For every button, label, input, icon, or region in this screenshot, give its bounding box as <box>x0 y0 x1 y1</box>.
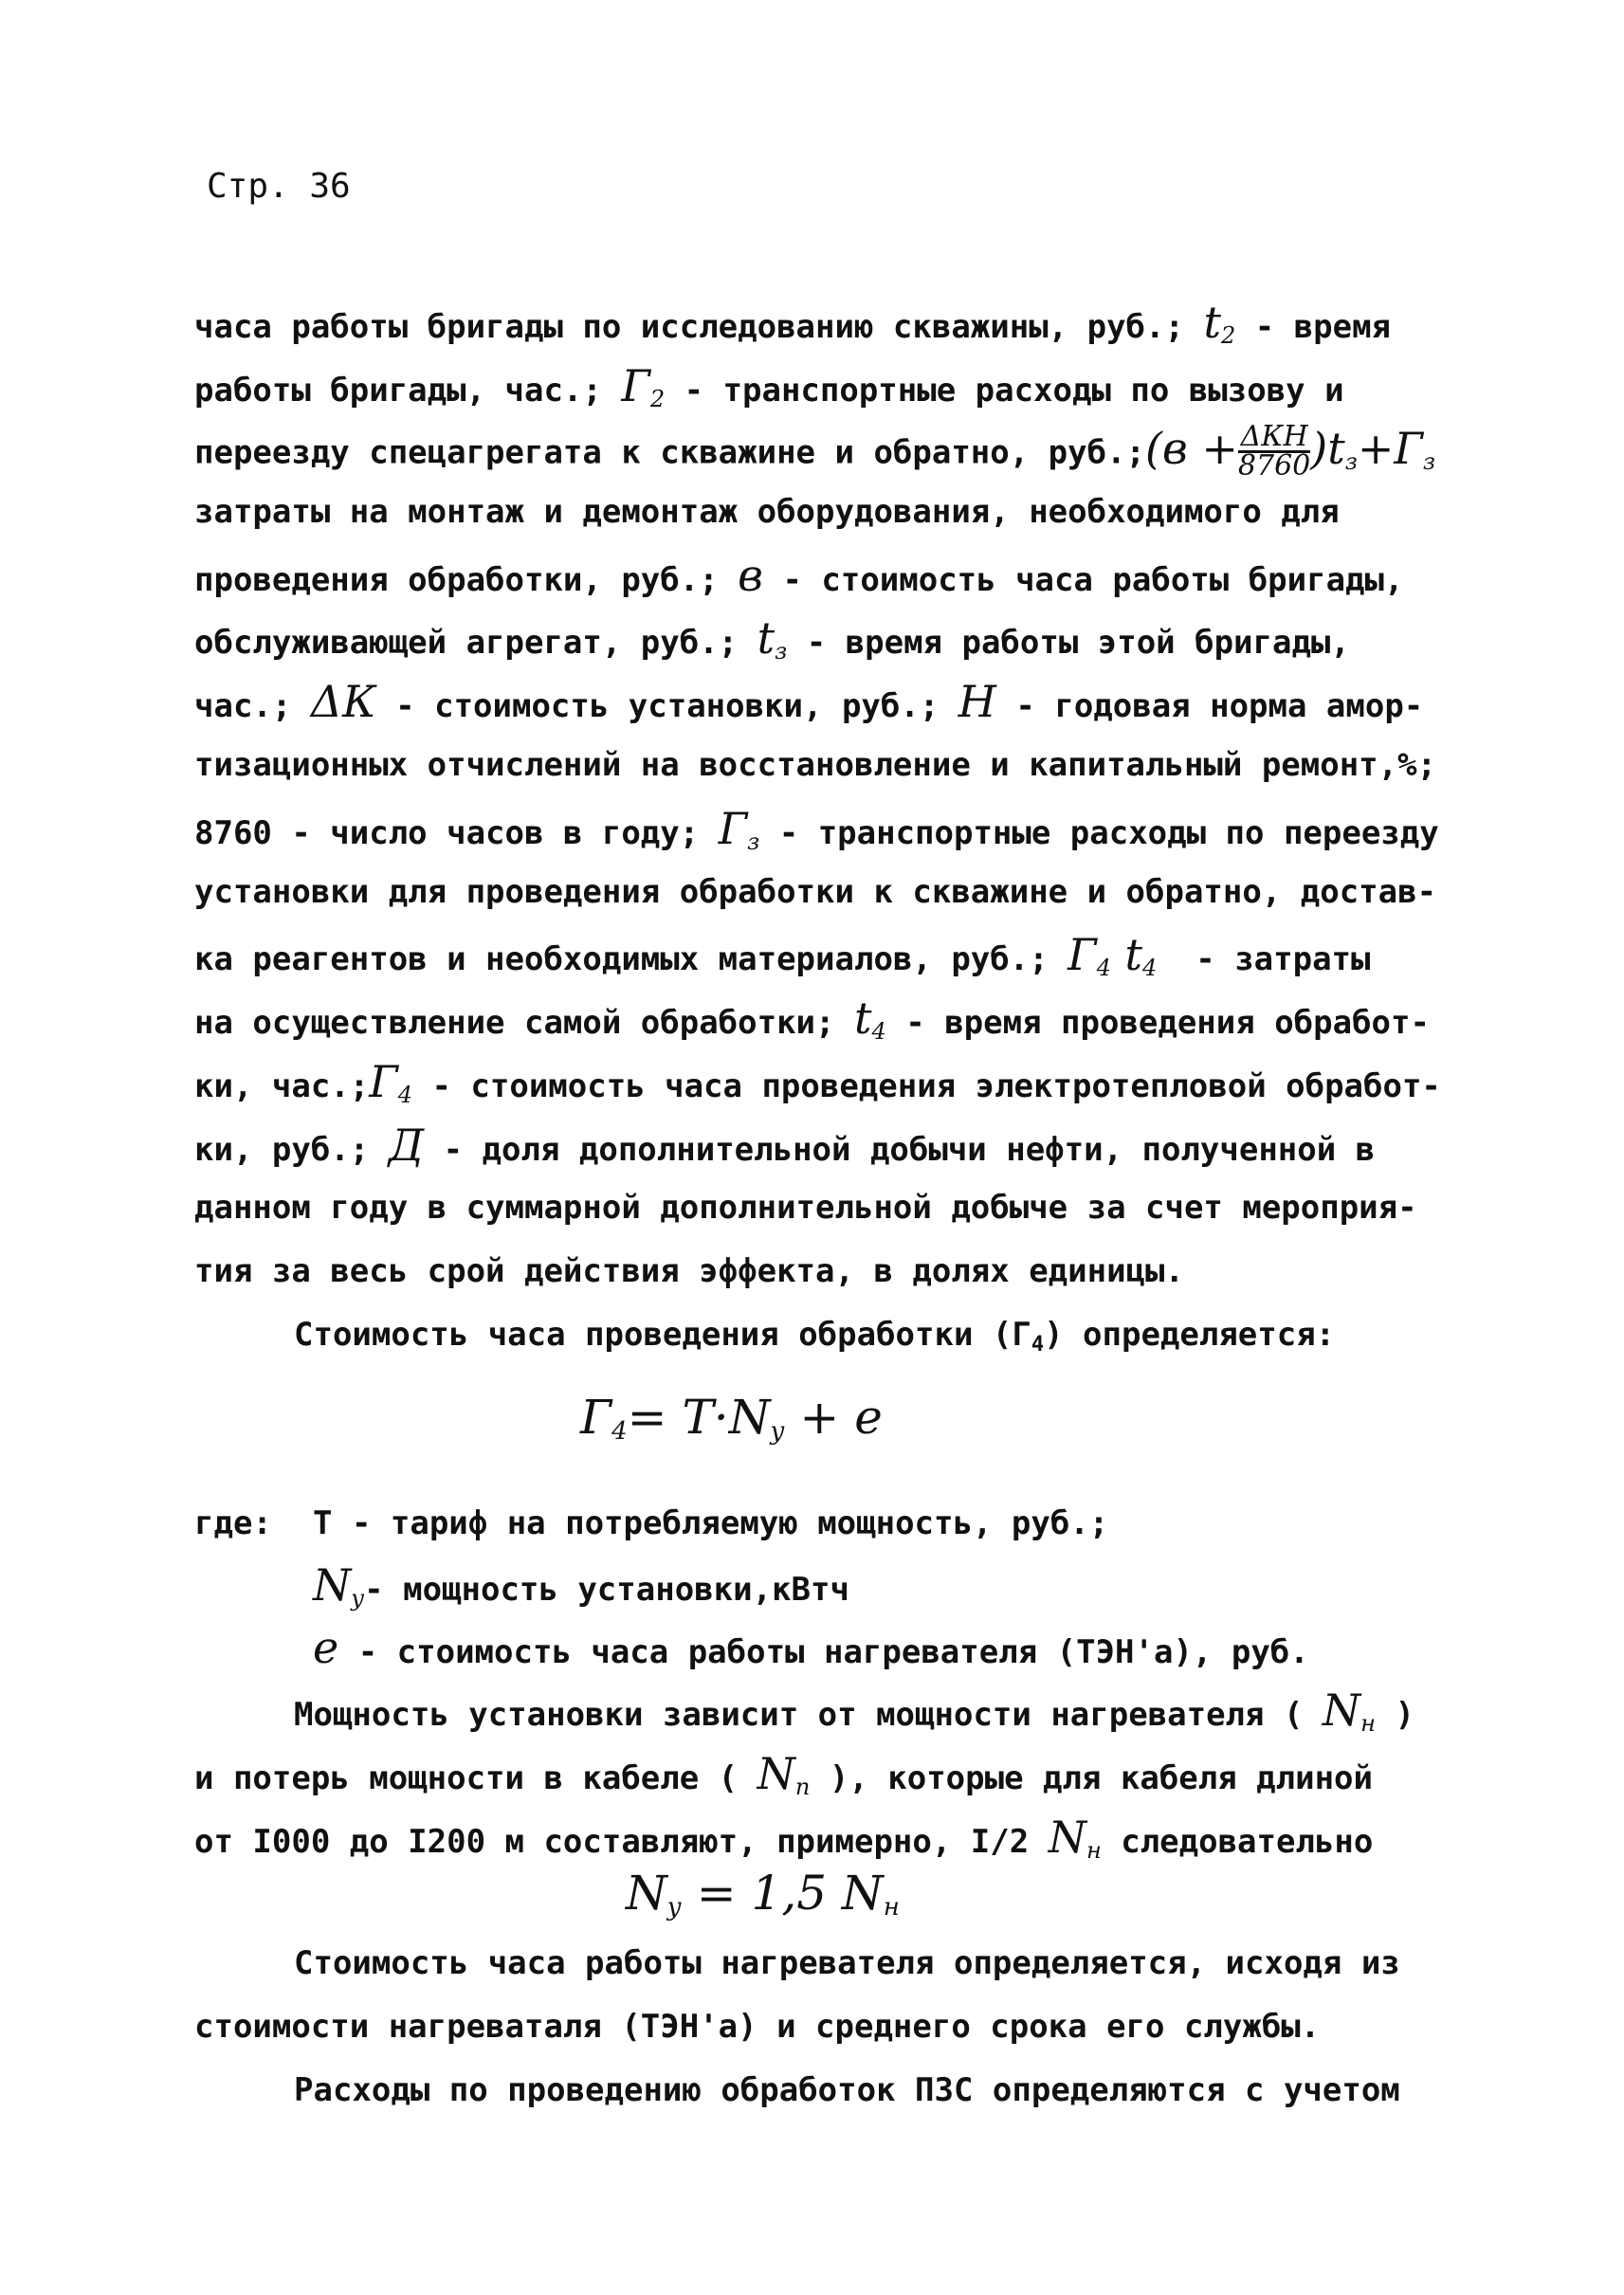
text-fragment: - стоимость часа проведения электротепловой обработ- <box>431 1067 1441 1105</box>
symbol-ny: $N_у$ <box>313 1559 365 1612</box>
cost-expression: (в + $\frac{\text{ΔКН}}{8760}$ )$t_з+Г_з$ <box>1145 420 1435 483</box>
text-fragment: обслуживающей агрегат, руб.; <box>194 624 739 662</box>
text-line <box>194 993 1455 1052</box>
text-fragment: - транспортные расходы по вызову и <box>684 372 1344 410</box>
text-fragment: час.; <box>194 687 292 725</box>
text-fragment: - годовая норма амор- <box>1015 687 1424 725</box>
text-line <box>194 420 1455 483</box>
symbol-nh: $N_н$ <box>1048 1812 1102 1864</box>
text-fragment: - мощность установки,кВтч <box>364 1571 849 1609</box>
symbol-t3: $t_з$ <box>757 612 788 665</box>
text-line <box>194 612 1455 672</box>
text-fragment: ки, час.; <box>194 1067 370 1105</box>
text-line: Расходы по проведению обработок ПЗС определяются с учетом <box>294 2071 1400 2109</box>
text-fragment: Мощность установки зависит от мощности нагревателя ( <box>294 1696 1304 1734</box>
definition-t: Т - тариф на потребляемую мощность, руб.; <box>313 1504 1109 1542</box>
page-number: Стр. 36 <box>207 167 351 206</box>
text-fragment: - затраты <box>1195 940 1371 978</box>
text-fragment: - доля дополнительной добычи нефти, полученной в <box>443 1131 1376 1169</box>
text-fragment: - время <box>1254 308 1392 346</box>
text-line <box>194 803 1455 863</box>
text-line <box>194 1120 1455 1171</box>
text-fragment: Стоимость часа проведения обработки (Г <box>294 1316 1031 1354</box>
symbol-r2: $Г_2$ <box>621 360 666 412</box>
text-fragment: - стоимость установки, руб.; <box>395 687 940 725</box>
text-line <box>194 550 1455 601</box>
symbol-r4: $Г_4$ <box>369 1056 412 1108</box>
symbol-v: в <box>738 550 763 601</box>
text-fragment: - время работы этой бригады, <box>806 624 1350 662</box>
text-fragment: - стоимость часа работы бригады, <box>782 561 1404 599</box>
text-fragment: следовательно <box>1121 1823 1374 1861</box>
symbol-delta-k: ΔК <box>310 676 376 727</box>
text-line <box>294 1314 1555 1366</box>
symbol-np: $N_п$ <box>757 1748 811 1800</box>
text-line <box>194 676 1455 727</box>
definition-ny <box>313 1559 849 1619</box>
formula-hourly-cost: $Г_4= Т\cdot N_у + е$ <box>580 1390 883 1446</box>
symbol-h: Н <box>958 676 996 727</box>
symbol-d: Д <box>388 1120 425 1171</box>
text-line: данном году в суммарной дополнительной добыче за счет мероприя- <box>194 1189 1417 1227</box>
text-fragment: 8760 - число часов в году; <box>194 814 700 852</box>
text-fragment: - стоимость часа работы нагревателя (ТЭН'а), руб. <box>357 1633 1309 1671</box>
text-line: установки для проведения обработки к скважине и обратно, достав- <box>194 873 1437 911</box>
text-fragment: работы бригады, час.; <box>194 372 602 410</box>
text-line: стоимости нагреваталя (ТЭН'а) и среднего срока его службы. <box>194 2008 1321 2046</box>
text-fragment: ки, руб.; <box>194 1131 370 1169</box>
symbol-t2: $t_2$ <box>1203 297 1236 349</box>
symbol-e: е <box>313 1622 339 1673</box>
text-line <box>194 360 1455 420</box>
text-fragment: переезду спецагрегата к скважине и обратно, руб.; <box>194 433 1146 472</box>
symbol-nh: $N_н$ <box>1322 1685 1376 1737</box>
text-fragment: и потерь мощности в кабеле ( <box>194 1759 739 1797</box>
where-label: где: <box>194 1504 272 1542</box>
text-fragment: - время проведения обработ- <box>905 1004 1430 1042</box>
text-line <box>194 1812 1455 1871</box>
text-line: Стоимость часа работы нагревателя определяется, исходя из <box>294 1944 1400 1982</box>
text-fragment: на осуществление самой обработки; <box>194 1004 835 1042</box>
text-fragment: часа работы бригады по исследованию скважины, руб.; <box>194 308 1184 346</box>
subscript: 4 <box>1031 1333 1045 1357</box>
text-line <box>194 1748 1455 1808</box>
symbol-r4-t4: $Г_4$ $t_4$ <box>1067 929 1158 981</box>
text-line: тия за весь срой действия эффекта, в долях единицы. <box>194 1252 1184 1290</box>
fraction: $\frac{\text{ΔКН}}{8760}$ <box>1237 420 1311 483</box>
text-line: тизационных отчислений на восстановление и капитальный ремонт,%; <box>194 746 1437 784</box>
text-fragment: от I000 до I200 м составляют, примерно, I/2 <box>194 1823 1030 1861</box>
text-fragment: - транспортные расходы по переезду <box>778 814 1439 852</box>
text-fragment: ), которые для кабеля длиной <box>829 1759 1373 1797</box>
symbol-t4: $t_4$ <box>854 993 886 1045</box>
text-fragment: ) определяется: <box>1044 1316 1336 1354</box>
text-fragment: ) <box>1395 1696 1414 1734</box>
text-line: затраты на монтаж и демонтаж оборудования, необходимого для <box>194 493 1340 531</box>
text-line <box>194 929 1455 989</box>
text-line <box>194 297 1455 356</box>
text-fragment: ка реагентов и необходимых материалов, руб.; <box>194 940 1049 978</box>
text-line <box>294 1685 1555 1744</box>
text-line <box>194 1056 1455 1116</box>
text-fragment: проведения обработки, руб.; <box>194 561 719 599</box>
symbol-r3: $Г_з$ <box>718 803 760 855</box>
formula-installation-power: $N_у = 1,5$ $N_н$ <box>626 1866 900 1922</box>
definition-e <box>313 1622 1309 1673</box>
